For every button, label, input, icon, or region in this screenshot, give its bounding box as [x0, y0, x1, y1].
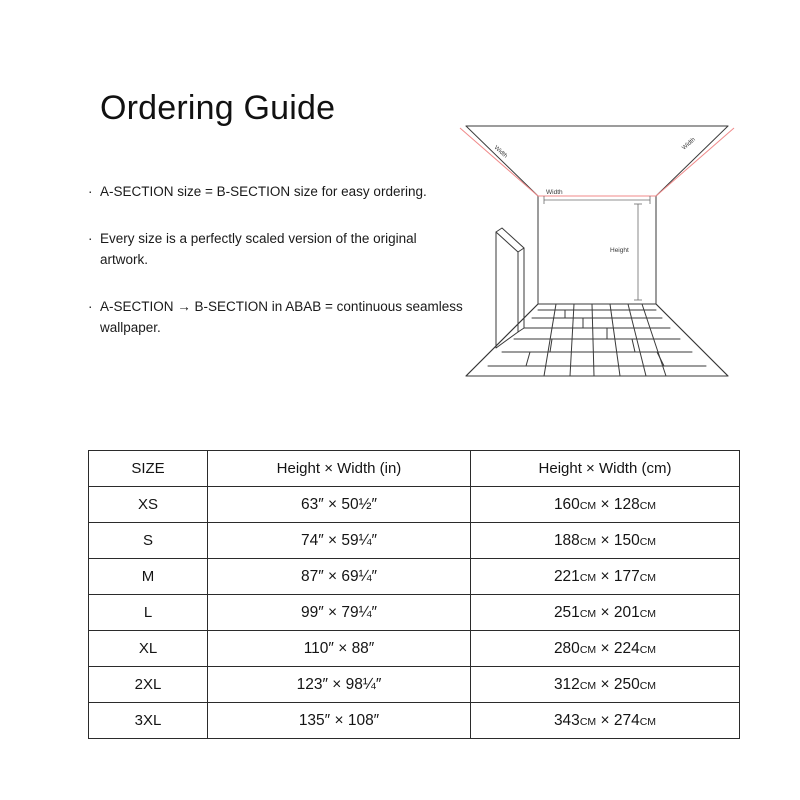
- unit-cm: CM: [639, 643, 657, 656]
- unit-cm: CM: [579, 607, 597, 620]
- column-header-centimeters: Height × Width (cm): [471, 451, 740, 487]
- cell-size: XS: [89, 487, 208, 523]
- cell-size: XL: [89, 631, 208, 667]
- cell-centimeters: 221CM × 177CM: [471, 559, 740, 595]
- table-row: [89, 523, 740, 559]
- height-label: Height: [610, 247, 629, 254]
- size-table: [88, 450, 740, 739]
- room-illustration: [452, 104, 742, 404]
- feature-bullet-list: [88, 182, 468, 365]
- cell-centimeters: 251CM × 201CM: [471, 595, 740, 631]
- bullet-marker-icon: ·: [88, 298, 93, 314]
- cell-inches: 63″ × 50½″: [208, 487, 471, 523]
- cell-centimeters: 343CM × 274CM: [471, 703, 740, 739]
- cell-size: 2XL: [89, 667, 208, 703]
- cell-inches: 87″ × 69¼″: [208, 559, 471, 595]
- unit-cm: CM: [579, 499, 597, 512]
- cell-inches: 74″ × 59¼″: [208, 523, 471, 559]
- unit-cm: CM: [579, 571, 597, 584]
- list-item-text: A-SECTION → B-SECTION in ABAB = continuous seamless wallpaper.: [100, 298, 463, 335]
- unit-cm: CM: [639, 679, 657, 692]
- table-header-row: [89, 451, 740, 487]
- table-row: [89, 487, 740, 523]
- width-right-label: Width: [681, 136, 697, 152]
- cell-inches: 110″ × 88″: [208, 631, 471, 667]
- cell-inches: 123″ × 98¼″: [208, 667, 471, 703]
- list-item-text: Every size is a perfectly scaled version of the original artwork.: [100, 230, 417, 267]
- cell-centimeters: 280CM × 224CM: [471, 631, 740, 667]
- table-row: [89, 703, 740, 739]
- width-left-label: Width: [492, 144, 509, 160]
- cell-centimeters: 188CM × 150CM: [471, 523, 740, 559]
- bullet-marker-icon: ·: [88, 184, 93, 199]
- list-item: [88, 182, 468, 203]
- cell-inches: 135″ × 108″: [208, 703, 471, 739]
- unit-cm: CM: [639, 607, 657, 620]
- list-item: [88, 229, 468, 271]
- unit-cm: CM: [579, 535, 597, 548]
- cell-size: 3XL: [89, 703, 208, 739]
- unit-cm: CM: [579, 679, 597, 692]
- list-item-text: A-SECTION size = B-SECTION size for easy ordering.: [100, 184, 427, 199]
- table-row: [89, 595, 740, 631]
- table-row: [89, 559, 740, 595]
- table-row: [89, 667, 740, 703]
- cell-size: S: [89, 523, 208, 559]
- list-item: [88, 297, 468, 339]
- cell-inches: 99″ × 79¼″: [208, 595, 471, 631]
- page-title: Ordering Guide: [100, 89, 336, 127]
- width-back-label: Width: [546, 189, 563, 196]
- unit-cm: CM: [639, 571, 657, 584]
- unit-cm: CM: [639, 715, 657, 728]
- bullet-marker-icon: ·: [88, 230, 93, 246]
- cell-size: M: [89, 559, 208, 595]
- column-header-inches: Height × Width (in): [208, 451, 471, 487]
- unit-cm: CM: [639, 535, 657, 548]
- cell-centimeters: 312CM × 250CM: [471, 667, 740, 703]
- unit-cm: CM: [639, 499, 657, 512]
- cell-centimeters: 160CM × 128CM: [471, 487, 740, 523]
- column-header-size: SIZE: [89, 451, 208, 487]
- table-row: [89, 631, 740, 667]
- unit-cm: CM: [579, 715, 597, 728]
- cell-size: L: [89, 595, 208, 631]
- unit-cm: CM: [579, 643, 597, 656]
